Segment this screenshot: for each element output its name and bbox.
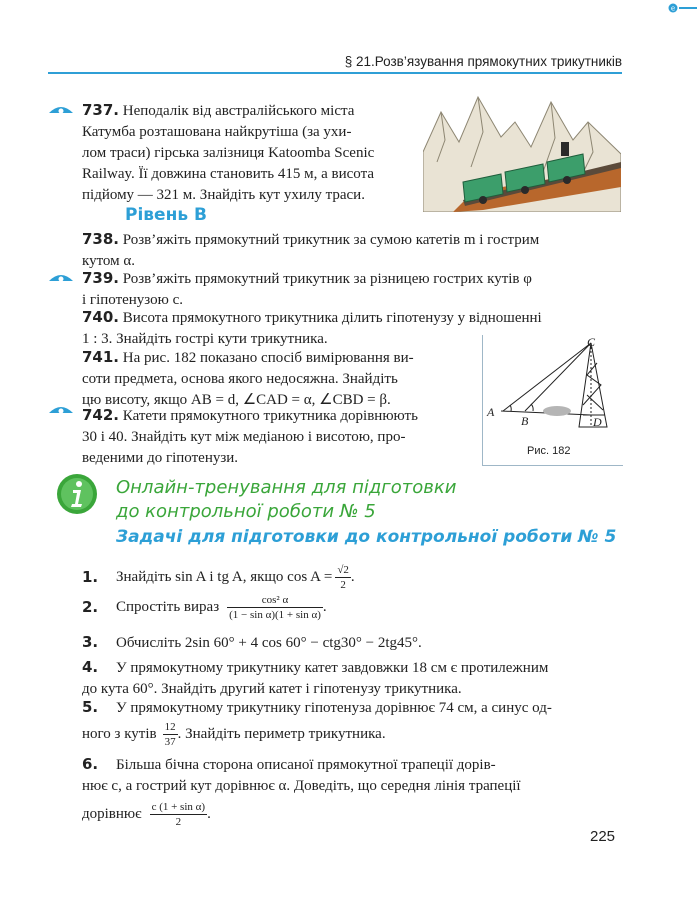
section-title: § 21.Розв’язування прямокутних трикутників (344, 54, 622, 69)
problem-number: 742. (82, 406, 120, 424)
mountain-railway-illustration (423, 92, 621, 212)
problem-741 (82, 347, 472, 411)
task-number: 3. (82, 633, 99, 651)
problem-739 (82, 268, 622, 311)
task-text: . Знайдіть периметр трикутника. (177, 725, 386, 742)
info-icon (55, 472, 99, 516)
online-mark-icon (48, 104, 74, 116)
problem-number: 739. (82, 269, 120, 287)
fraction-numerator: √2 (337, 563, 349, 576)
task-line: У прямокутному трикутнику гіпотенуза дорівнює 74 см, а синус од- (116, 700, 552, 716)
task-1 (82, 560, 622, 594)
problem-line: Неподалік від австралійського міста (122, 103, 355, 119)
task-text: дорівнює (82, 805, 142, 822)
problem-line: Катети прямокутного трикутника дорівнюють (122, 408, 418, 424)
task-6 (82, 754, 622, 831)
problem-line: кутом α. (82, 253, 135, 269)
label-b: B (521, 414, 529, 428)
task-4 (82, 657, 622, 700)
fraction (335, 563, 351, 592)
task-number: 1. (82, 567, 99, 586)
online-training-title (116, 476, 456, 524)
problem-line: На рис. 182 показано спосіб вимірювання ви- (122, 350, 414, 366)
task-line: до кута 60°. Знайдіть другий катет і гіпотенузу трикутника. (82, 681, 462, 697)
fraction-denominator: 37 (164, 735, 176, 748)
problem-number: 738. (82, 230, 120, 248)
task-number: 2. (82, 597, 99, 616)
task-text: Обчисліть 2sin 60° + 4 cos 60° − ctg30° − 2tg45°. (116, 635, 422, 651)
task-line: Більша бічна сторона описаної прямокутної трапеції дорів- (116, 757, 496, 773)
fraction-numerator: cos² α (261, 593, 289, 606)
problem-number: 740. (82, 308, 120, 326)
problem-line: і гіпотенузою c. (82, 292, 184, 308)
task-text: Знайдіть sin A і tg A, якщо cos A = (116, 568, 333, 585)
label-a: A (487, 405, 495, 419)
problem-line: 1 : 3. Знайдіть гострі кути трикутника. (82, 331, 328, 347)
task-text: . (207, 805, 211, 822)
task-number: 5. (82, 698, 99, 716)
problem-line: Висота прямокутного трикутника ділить гіпотенузу у відношенні (122, 310, 542, 326)
task-number: 6. (82, 755, 99, 773)
problem-number: 741. (82, 348, 120, 366)
task-line: нює c, а гострий кут дорівнює α. Доведіть, що середня лінія трапеції (82, 778, 521, 794)
problem-line: Катумба розташована найкрутіша (за ухи- (82, 124, 352, 140)
label-c: C (587, 335, 596, 349)
task-3 (82, 632, 622, 654)
problem-line: Railway. Її довжина становить 415 м, а висота (82, 166, 374, 182)
problem-742 (82, 405, 472, 469)
publisher-logo (668, 2, 698, 14)
online-mark-icon (48, 272, 74, 284)
online-mark-icon (48, 404, 74, 416)
svg-text:e: e (670, 4, 676, 13)
problem-number: 737. (82, 101, 120, 119)
fraction (227, 593, 323, 622)
problem-737 (82, 100, 422, 206)
problem-line: цю висоту, якщо AB = d, ∠CAD = α, ∠CBD = β. (82, 392, 391, 408)
page-number: 225 (590, 828, 616, 845)
task-text: . (350, 568, 355, 585)
problem-line: Розв’яжіть прямокутний трикутник за різницею гострих кутів φ (122, 271, 532, 287)
measurement-diagram (483, 335, 623, 440)
problem-line: соти предмета, основа якого недосяжна. Знайдіть (82, 371, 398, 387)
fraction-numerator: 12 (164, 720, 176, 733)
fraction-denominator: 2 (150, 814, 208, 829)
page-header (0, 50, 622, 74)
task-line: У прямокутному трикутнику катет завдовжки 18 см є протилежним (116, 660, 549, 676)
task-number: 4. (82, 658, 99, 676)
problem-line: 30 і 40. Знайдіть кут між медіаною і висотою, про- (82, 429, 406, 445)
figure-182 (482, 335, 623, 466)
task-text: ного з кутів (82, 725, 157, 742)
problem-line: лом траси) гірська залізниця Katoomba Scenic (82, 145, 375, 161)
task-text: Спростіть вираз (116, 598, 220, 615)
online-title-line: до контрольної роботи № 5 (116, 501, 376, 522)
label-d: D (593, 415, 602, 429)
task-2 (82, 590, 622, 624)
fraction (163, 720, 178, 749)
online-title-line: Онлайн-тренування для підготовки (116, 477, 457, 498)
task-5 (82, 697, 622, 749)
figure-caption: Рис. 182 (527, 445, 571, 457)
level-heading: Рівень В (125, 205, 207, 225)
problem-738 (82, 229, 622, 272)
task-text: . (322, 598, 327, 615)
fraction-denominator: 2 (335, 577, 351, 592)
problem-line: підйому — 321 м. Знайдіть кут ухилу траси. (82, 187, 365, 203)
fraction-numerator: c (1 + sin α) (151, 800, 206, 813)
tasks-section-title: Задачі для підготовки до контрольної роботи № 5 (116, 527, 617, 547)
problem-line: веденими до гіпотенузи. (82, 450, 239, 466)
problem-line: Розв’яжіть прямокутний трикутник за сумою катетів m і гострим (122, 232, 540, 248)
header-rule (48, 72, 622, 74)
fraction-denominator: (1 − sin α)(1 + sin α) (229, 608, 321, 621)
fraction (150, 800, 208, 829)
